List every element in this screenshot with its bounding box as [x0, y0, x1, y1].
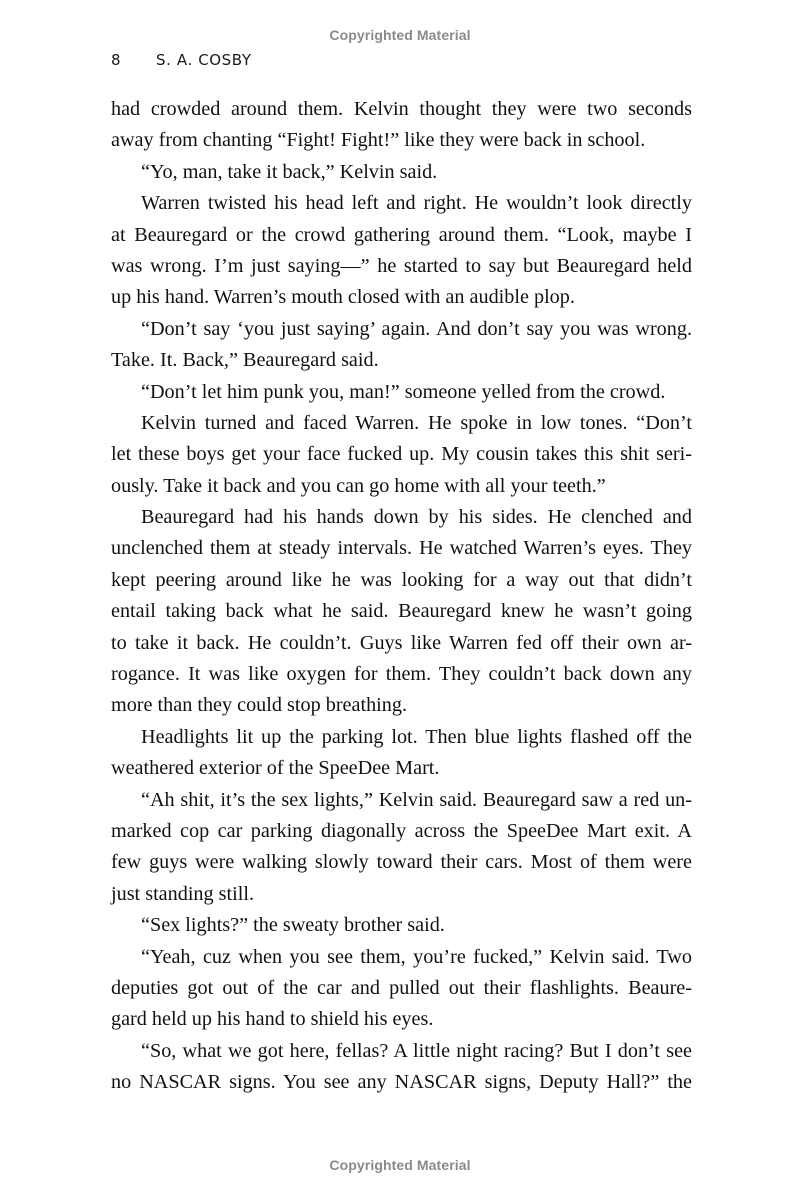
paragraph — [111, 188, 692, 314]
text-line: Kelvin turned and faced Warren. He spoke in low tones. “Don’t — [141, 411, 692, 434]
paragraph — [111, 94, 692, 157]
text-line: few guys were walking slowly toward their cars. Most of them were — [111, 851, 692, 874]
text-line: just standing still. — [111, 882, 255, 905]
text-line: entail taking back what he said. Beauregard knew he wasn’t going — [111, 600, 692, 623]
text-line: let these boys get your face fucked up. My cousin takes this shit seri- — [111, 443, 692, 466]
copyright-watermark-top: Copyrighted Material — [329, 27, 471, 43]
text-line: Beauregard had his hands down by his sides. He clenched and — [141, 506, 692, 529]
text-line: ously. Take it back and you can go home with all your teeth.” — [111, 474, 606, 497]
text-line: “Don’t say ‘you just saying’ again. And don’t say you was wrong. — [141, 317, 692, 340]
body-text — [111, 94, 692, 1099]
text-line: “Ah shit, it’s the sex lights,” Kelvin said. Beauregard saw a red un- — [141, 788, 692, 811]
text-line: gard held up his hand to shield his eyes. — [111, 1008, 434, 1031]
paragraph — [111, 910, 692, 941]
paragraph — [111, 722, 692, 785]
text-line: kept peering around like he was looking for a way out that didn’t — [111, 568, 692, 591]
text-line: up his hand. Warren’s mouth closed with an audible plop. — [111, 286, 575, 309]
text-line: rogance. It was like oxygen for them. They couldn’t back down any — [111, 663, 692, 686]
text-line: Headlights lit up the parking lot. Then blue lights flashed off the — [141, 725, 692, 748]
text-line: Take. It. Back,” Beauregard said. — [111, 349, 379, 372]
text-line: was wrong. I’m just saying—” he started to say but Beauregard held — [111, 254, 692, 277]
paragraph — [111, 1036, 692, 1099]
text-line: unclenched them at steady intervals. He watched Warren’s eyes. They — [111, 537, 692, 560]
text-line: more than they could stop breathing. — [111, 694, 408, 717]
text-line: Warren twisted his head left and right. He wouldn’t look directly — [141, 192, 692, 215]
author-name: S. A. COSBY — [156, 51, 252, 69]
text-line: “Yeah, cuz when you see them, you’re fucked,” Kelvin said. Two — [141, 945, 692, 968]
text-line: to take it back. He couldn’t. Guys like Warren fed off their own ar- — [111, 631, 692, 654]
paragraph — [111, 157, 692, 188]
text-line: had crowded around them. Kelvin thought they were two seconds — [111, 98, 692, 120]
running-head — [111, 51, 252, 69]
paragraph — [111, 377, 692, 408]
text-line: “Sex lights?” the sweaty brother said. — [141, 914, 445, 937]
paragraph — [111, 942, 692, 1036]
paragraph — [111, 785, 692, 911]
paragraph — [111, 314, 692, 377]
text-line: away from chanting “Fight! Fight!” like they were back in school. — [111, 129, 646, 152]
text-line: marked cop car parking diagonally across the SpeeDee Mart exit. A — [111, 819, 692, 842]
text-line: weathered exterior of the SpeeDee Mart. — [111, 757, 440, 780]
text-line: deputies got out of the car and pulled out their flashlights. Beaure- — [111, 976, 692, 999]
copyright-watermark-bottom: Copyrighted Material — [329, 1157, 471, 1173]
paragraph — [111, 502, 692, 722]
page-number: 8 — [111, 51, 122, 69]
text-line: “So, what we got here, fellas? A little night racing? But I don’t see — [141, 1039, 692, 1062]
paragraph — [111, 408, 692, 502]
text-line: “Don’t let him punk you, man!” someone yelled from the crowd. — [141, 380, 666, 403]
text-line: “Yo, man, take it back,” Kelvin said. — [141, 160, 438, 183]
text-line: no NASCAR signs. You see any NASCAR signs, Deputy Hall?” the — [111, 1071, 692, 1094]
text-line: at Beauregard or the crowd gathering around them. “Look, maybe I — [111, 223, 692, 246]
